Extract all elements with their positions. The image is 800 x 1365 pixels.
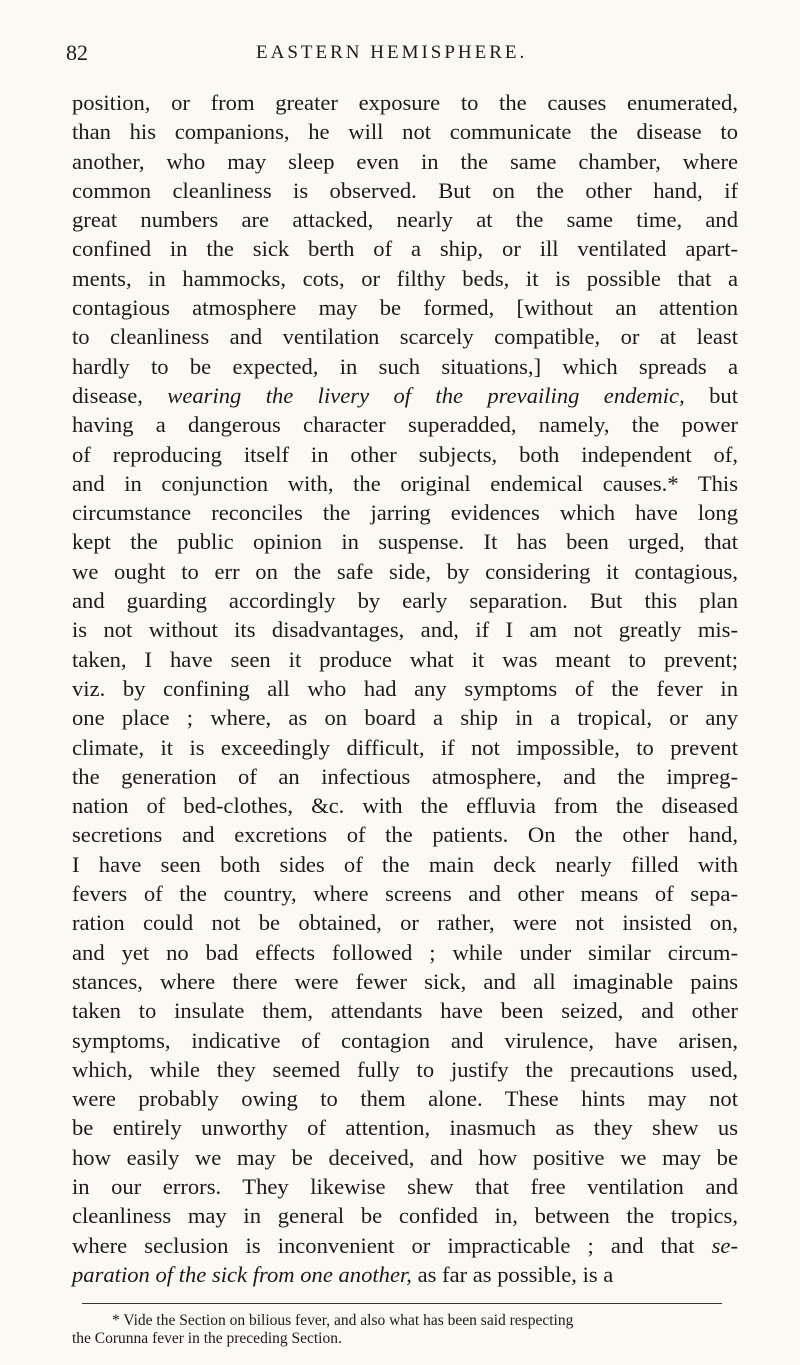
running-head	[66, 40, 738, 78]
text-line: circumstance reconciles the jarring evidences which have long	[72, 500, 738, 526]
text-segment: as far as possible, is a	[411, 1261, 614, 1287]
text-line: than his companions, he will not communicate the disease to	[72, 119, 738, 145]
text-line: ration could not be obtained, or rather, were not insisted on,	[72, 910, 738, 936]
text-line: and in conjunction with, the original endemical causes.* This	[72, 470, 738, 496]
text-line	[72, 1260, 738, 1289]
text-line: nation of bed-clothes, &c. with the effluvia from the diseased	[72, 793, 738, 819]
text-line: hardly to be expected, in such situations,] which spreads a	[72, 353, 738, 379]
text-line: kept the public opinion in suspense. It has been urged, that	[72, 529, 738, 555]
italic-segment: wearing the livery of the prevailing endemic,	[167, 382, 685, 408]
italic-segment: se-	[711, 1232, 738, 1258]
text-line: of reproducing itself in other subjects, both independent of,	[72, 441, 738, 467]
text-line: taken, I have seen it produce what it was meant to prevent;	[72, 646, 738, 672]
text-line: contagious atmosphere may be formed, [without an attention	[72, 295, 738, 321]
text-line: were probably owing to them alone. These hints may not	[72, 1086, 738, 1112]
text-line: be entirely unworthy of attention, inasmuch as they shew us	[72, 1115, 738, 1141]
text-line: having a dangerous character superadded, namely, the power	[72, 412, 738, 438]
text-line: position, or from greater exposure to the causes enumerated,	[72, 90, 738, 115]
text-line: another, who may sleep even in the same chamber, where	[72, 148, 738, 174]
text-line: one place ; where, as on board a ship in a tropical, or any	[72, 705, 738, 731]
text-line	[72, 1231, 738, 1260]
footnote-rule	[82, 1303, 722, 1304]
text-line: taken to insulate them, attendants have been seized, and other	[72, 998, 738, 1024]
footnote-line: * Vide the Section on bilious fever, and also what has been said respecting	[112, 1312, 574, 1330]
text-line: ments, in hammocks, cots, or filthy beds, it is possible that a	[72, 265, 738, 291]
text-line: symptoms, indicative of contagion and virulence, have arisen,	[72, 1027, 738, 1053]
text-line: common cleanliness is observed. But on the other hand, if	[72, 177, 738, 203]
text-line: how easily we may be deceived, and how positive we may be	[72, 1144, 738, 1170]
text-line: the generation of an infectious atmosphere, and the impreg-	[72, 763, 738, 789]
text-line: viz. by confining all who had any symptoms of the fever in	[72, 675, 738, 701]
text-line: which, while they seemed fully to justify the precautions used,	[72, 1056, 738, 1082]
text-line: cleanliness may in general be confided in, between the tropics,	[72, 1203, 738, 1229]
text-line: I have seen both sides of the main deck nearly filled with	[72, 851, 738, 877]
text-line: to cleanliness and ventilation scarcely compatible, or at least	[72, 324, 738, 350]
text-line: confined in the sick berth of a ship, or ill ventilated apart-	[72, 236, 738, 262]
text-segment: disease,	[72, 382, 168, 408]
text-segment: but	[684, 382, 738, 408]
footnote-line: the Corunna fever in the preceding Section.	[72, 1330, 342, 1348]
text-line: stances, where there were fewer sick, and all imaginable pains	[72, 968, 738, 994]
page-number: 82	[66, 40, 88, 65]
footnote	[72, 1312, 738, 1348]
body-text	[72, 88, 738, 1289]
text-line: in our errors. They likewise shew that free ventilation and	[72, 1173, 738, 1199]
text-line	[72, 381, 738, 410]
text-line: is not without its disadvantages, and, if I am not greatly mis-	[72, 617, 738, 643]
text-line: we ought to err on the safe side, by considering it contagious,	[72, 558, 738, 584]
text-line: great numbers are attacked, nearly at the same time, and	[72, 207, 738, 233]
italic-segment: paration of the sick from one another,	[72, 1261, 412, 1287]
book-page	[66, 40, 738, 1348]
text-line: climate, it is exceedingly difficult, if not impossible, to prevent	[72, 734, 738, 760]
text-segment: where seclusion is inconvenient or impracticable ; and that	[72, 1232, 712, 1258]
text-line: and guarding accordingly by early separation. But this plan	[72, 588, 738, 614]
running-title: EASTERN HEMISPHERE.	[256, 42, 528, 63]
text-line: fevers of the country, where screens and other means of sepa-	[72, 881, 738, 907]
text-line: and yet no bad effects followed ; while under similar circum-	[72, 939, 738, 965]
text-line: secretions and excretions of the patients. On the other hand,	[72, 822, 738, 848]
